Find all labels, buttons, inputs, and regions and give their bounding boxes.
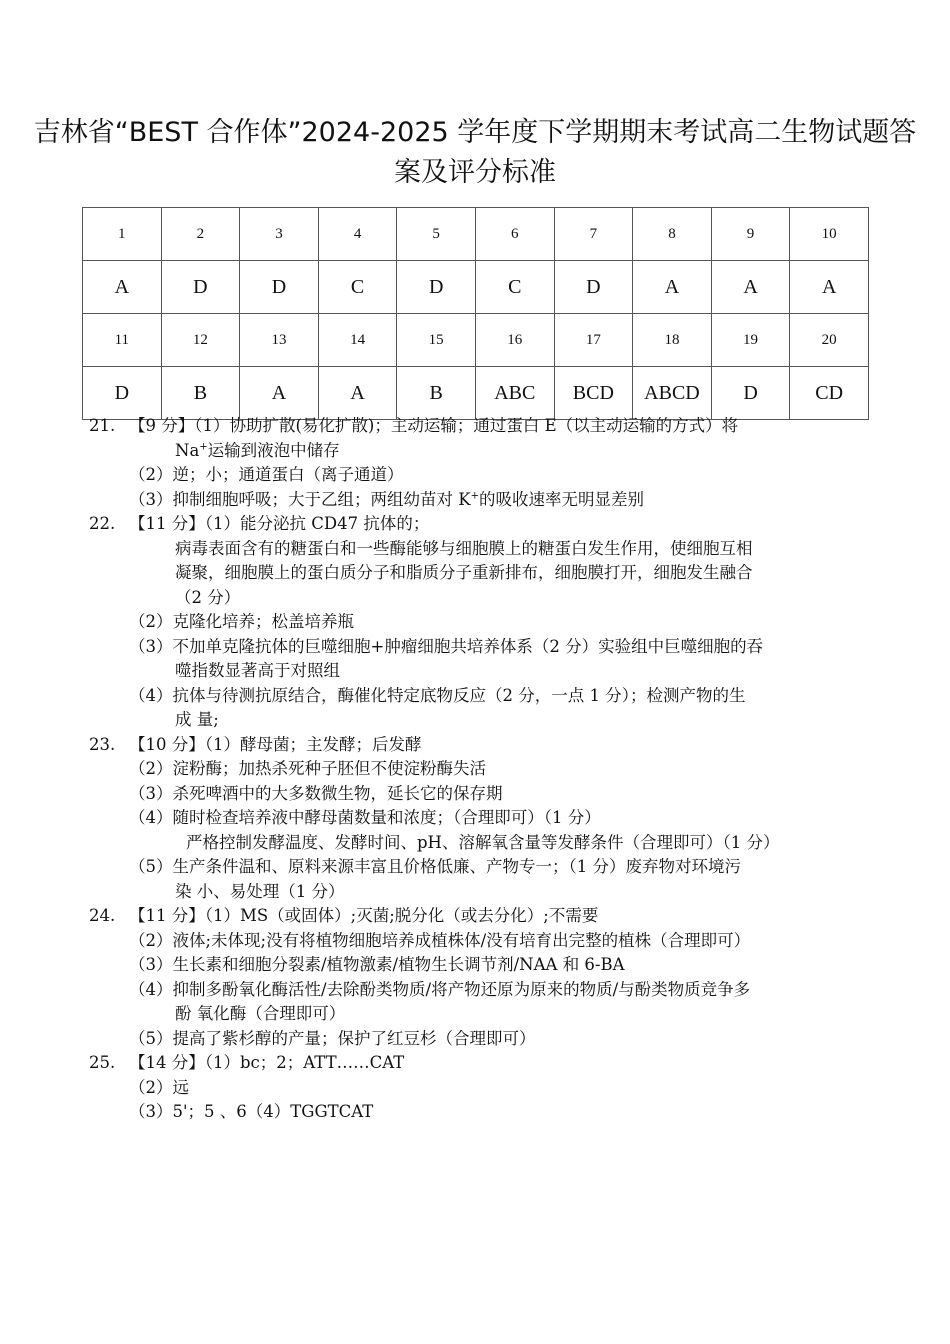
table-cell: 7	[554, 208, 633, 261]
question-number: 22.	[89, 514, 116, 533]
answer-line: 【14 分】（1）bc；2；ATT……CAT	[129, 1053, 405, 1072]
table-cell: A	[711, 261, 790, 314]
answer-line: （3）杀死啤酒中的大多数微生物，延长它的保存期	[129, 783, 503, 803]
table-cell: 6	[475, 208, 554, 261]
answer-line: 酚 氧化酶（合理即可）	[175, 1004, 346, 1023]
text-run: 运输到液泡中储存	[207, 440, 340, 460]
question-24	[89, 904, 869, 929]
table-cell: CD	[790, 367, 869, 420]
answer-line: （5）生产条件温和、原料来源丰富且价格低廉、产物专一；（1 分）废弃物对环境污	[129, 857, 741, 876]
table-row-answers-2	[83, 367, 869, 420]
table-cell: 9	[711, 208, 790, 261]
answer-line: 成 量;	[175, 710, 219, 729]
answer-line: （2）液体;未体现;没有将植物细胞培养成植株体/没有培育出完整的植株（合理即可）	[129, 930, 751, 950]
answer-line: （2）淀粉酶；加热杀死种子胚但不使淀粉酶失活	[129, 759, 486, 778]
question-number: 23.	[89, 734, 116, 754]
table-cell: A	[633, 261, 712, 314]
table-cell: ABC	[475, 367, 554, 420]
table-row-numbers-2	[83, 314, 869, 367]
table-row-answers-1	[83, 261, 869, 314]
answer-line: 【9 分】（1）协助扩散(易化扩散)；主动运输；通过蛋白 E（以主动运输的方式）将	[129, 416, 739, 435]
table-cell: D	[161, 261, 240, 314]
table-cell: 11	[83, 314, 162, 367]
page-title	[0, 114, 950, 192]
title-line-2: 案及评分标准	[394, 157, 556, 188]
answer-line: 噬指数显著高于对照组	[175, 661, 340, 680]
question-number: 25.	[89, 1053, 116, 1072]
answer-table	[82, 207, 869, 420]
answer-line: （5）提高了紫杉醇的产量；保护了红豆杉（合理即可）	[129, 1028, 536, 1048]
table-cell: D	[240, 261, 319, 314]
answer-line: （3）生长素和细胞分裂素/植物激素/植物生长调节剂/NAA 和 6-BA	[129, 955, 625, 974]
table-cell: D	[554, 261, 633, 314]
answer-line	[89, 439, 869, 464]
title-line-1: 吉林省“BEST 合作体”2024-2025 学年度下学期期末考试高二生物试题答	[33, 117, 917, 148]
table-cell: A	[83, 261, 162, 314]
answer-line: （4）抗体与待测抗原结合，酶催化特定底物反应（2 分，一点 1 分）；检测产物的生	[129, 685, 746, 705]
table-cell: 19	[711, 314, 790, 367]
answer-line: 【11 分】（1）MS（或固体）;灭菌;脱分化（或去分化）;不需要	[129, 906, 599, 925]
table-cell: 4	[318, 208, 397, 261]
table-cell: 8	[633, 208, 712, 261]
question-25	[89, 1051, 869, 1076]
table-cell: ABCD	[633, 367, 712, 420]
answer-line: （4）抑制多酚氧化酶活性/去除酚类物质/将产物还原为原来的物质/与酚类物质竞争多	[129, 979, 751, 999]
table-cell: 12	[161, 314, 240, 367]
table-cell: B	[161, 367, 240, 420]
question-23	[89, 733, 869, 758]
table-row-numbers-1	[83, 208, 869, 261]
answer-line: 严格控制发酵温度、发酵时间、pH、溶解氧含量等发酵条件（合理即可）（1 分）	[186, 832, 780, 852]
answer-line: 病毒表面含有的糖蛋白和一些酶能够与细胞膜上的糖蛋白发生作用，使细胞互相	[175, 538, 753, 558]
question-number: 24.	[89, 906, 116, 925]
text-run: 的吸收速率无明显差别	[478, 489, 644, 509]
table-cell: 10	[790, 208, 869, 261]
table-cell: 20	[790, 314, 869, 367]
table-cell: 2	[161, 208, 240, 261]
table-cell: 18	[633, 314, 712, 367]
table-cell: C	[475, 261, 554, 314]
table-cell: BCD	[554, 367, 633, 420]
question-22	[89, 512, 869, 537]
superscript: +	[470, 490, 479, 501]
answer-line: （2）克隆化培养；松盖培养瓶	[129, 612, 354, 631]
table-cell: D	[397, 261, 476, 314]
answer-line: 染 小、易处理（1 分）	[175, 881, 345, 901]
question-number: 21.	[89, 416, 116, 435]
table-cell: A	[318, 367, 397, 420]
question-21	[89, 414, 869, 439]
answer-line: （3）5'；5 、6（4）TGGTCAT	[129, 1102, 374, 1121]
table-cell: A	[240, 367, 319, 420]
table-cell: 15	[397, 314, 476, 367]
answer-line	[89, 488, 869, 513]
text-run: Na	[175, 440, 200, 460]
table-cell: 3	[240, 208, 319, 261]
table-cell: 17	[554, 314, 633, 367]
answer-line: 凝聚，细胞膜上的蛋白质分子和脂质分子重新排布，细胞膜打开，细胞发生融合	[175, 563, 753, 582]
answer-line: 【10 分】（1）酵母菌；主发酵；后发酵	[129, 734, 422, 754]
answer-line: （2）逆；小；通道蛋白（离子通道）	[129, 465, 404, 484]
table-cell: 1	[83, 208, 162, 261]
answer-body	[89, 414, 869, 1125]
table-cell: C	[318, 261, 397, 314]
table-cell: 13	[240, 314, 319, 367]
table-cell: 14	[318, 314, 397, 367]
table-cell: B	[397, 367, 476, 420]
answer-line: （3）不加单克隆抗体的巨噬细胞+肿瘤细胞共培养体系（2 分）实验组中巨噬细胞的吞	[129, 636, 764, 656]
answer-line: 【11 分】（1）能分泌抗 CD47 抗体的；	[129, 514, 430, 533]
table-cell: A	[790, 261, 869, 314]
answer-line: （2 分）	[175, 587, 241, 607]
answer-line: （4）随时检查培养液中酵母菌数量和浓度；（合理即可）（1 分）	[129, 808, 601, 827]
text-run: （3）抑制细胞呼吸；大于乙组；两组幼苗对 K	[129, 489, 471, 509]
answer-line: （2）远	[129, 1077, 189, 1097]
table-cell: D	[711, 367, 790, 420]
superscript: +	[199, 441, 208, 452]
table-cell: 16	[475, 314, 554, 367]
table-cell: 5	[397, 208, 476, 261]
table-cell: D	[83, 367, 162, 420]
